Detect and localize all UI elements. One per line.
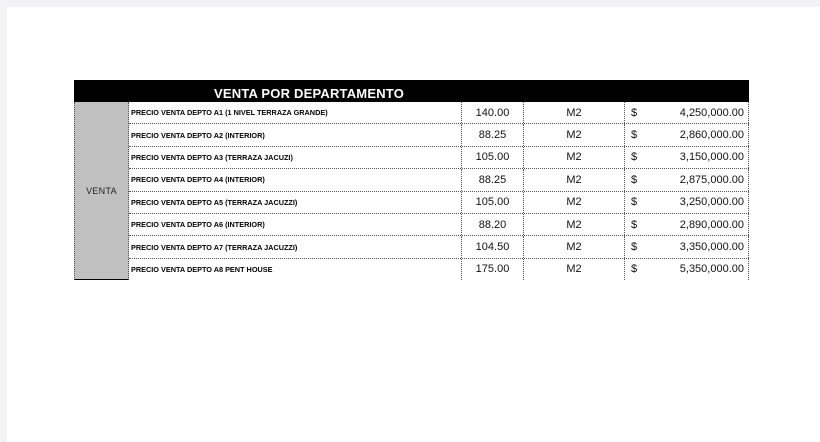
table-body — [74, 102, 749, 280]
unit-cell[interactable]: M2 — [524, 124, 625, 145]
currency-symbol: $ — [631, 241, 638, 254]
area-cell[interactable]: 175.00 — [462, 259, 524, 280]
price-cell[interactable] — [625, 124, 749, 145]
currency-symbol: $ — [631, 196, 638, 209]
price-cell[interactable] — [625, 147, 749, 168]
table-row — [129, 169, 749, 191]
table-row — [129, 236, 749, 258]
area-cell[interactable]: 105.00 — [462, 147, 524, 168]
description-cell[interactable]: PRECIO VENTA DEPTO A8 PENT HOUSE — [129, 259, 462, 280]
spreadsheet-page — [7, 7, 820, 442]
price-value: 5,350,000.00 — [679, 263, 744, 276]
description-cell[interactable]: PRECIO VENTA DEPTO A2 (INTERIOR) — [129, 124, 462, 145]
table-row — [129, 124, 749, 146]
unit-cell[interactable]: M2 — [524, 214, 625, 235]
table-title: VENTA POR DEPARTAMENTO — [214, 86, 405, 101]
price-value: 2,890,000.00 — [679, 218, 744, 231]
price-cell[interactable] — [625, 102, 749, 123]
price-value: 3,350,000.00 — [679, 241, 744, 254]
area-cell[interactable]: 88.25 — [462, 169, 524, 190]
price-cell[interactable] — [625, 214, 749, 235]
table-row — [129, 192, 749, 214]
price-cell[interactable] — [625, 259, 749, 280]
description-cell[interactable]: PRECIO VENTA DEPTO A6 (INTERIOR) — [129, 214, 462, 235]
currency-symbol: $ — [631, 129, 638, 142]
description-cell[interactable]: PRECIO VENTA DEPTO A7 (TERRAZA JACUZZI) — [129, 236, 462, 257]
price-value: 2,860,000.00 — [679, 129, 744, 142]
area-cell[interactable]: 105.00 — [462, 192, 524, 213]
area-cell[interactable]: 140.00 — [462, 102, 524, 123]
currency-symbol: $ — [631, 151, 638, 164]
unit-cell[interactable]: M2 — [524, 147, 625, 168]
description-cell[interactable]: PRECIO VENTA DEPTO A4 (INTERIOR) — [129, 169, 462, 190]
group-label-cell[interactable]: VENTA — [74, 102, 129, 280]
area-cell[interactable]: 104.50 — [462, 236, 524, 257]
unit-cell[interactable]: M2 — [524, 259, 625, 280]
currency-symbol: $ — [631, 106, 638, 119]
price-cell[interactable] — [625, 236, 749, 257]
description-cell[interactable]: PRECIO VENTA DEPTO A3 (TERRAZA JACUZI) — [129, 147, 462, 168]
table-rows — [129, 102, 749, 280]
price-value: 2,875,000.00 — [679, 173, 744, 186]
area-cell[interactable]: 88.20 — [462, 214, 524, 235]
price-value: 3,250,000.00 — [679, 196, 744, 209]
price-cell[interactable] — [625, 169, 749, 190]
table-row — [129, 214, 749, 236]
table-header — [74, 80, 749, 102]
description-cell[interactable]: PRECIO VENTA DEPTO A1 (1 NIVEL TERRAZA GRANDE) — [129, 102, 462, 123]
table-row — [129, 102, 749, 124]
unit-cell[interactable]: M2 — [524, 192, 625, 213]
unit-cell[interactable]: M2 — [524, 236, 625, 257]
table-row — [129, 259, 749, 280]
sales-table — [74, 80, 749, 280]
table-row — [129, 147, 749, 169]
unit-cell[interactable]: M2 — [524, 102, 625, 123]
price-value: 3,150,000.00 — [679, 151, 744, 164]
description-cell[interactable]: PRECIO VENTA DEPTO A5 (TERRAZA JACUZZI) — [129, 192, 462, 213]
currency-symbol: $ — [631, 173, 638, 186]
price-cell[interactable] — [625, 192, 749, 213]
area-cell[interactable]: 88.25 — [462, 124, 524, 145]
unit-cell[interactable]: M2 — [524, 169, 625, 190]
currency-symbol: $ — [631, 218, 638, 231]
price-value: 4,250,000.00 — [679, 106, 744, 119]
currency-symbol: $ — [631, 263, 638, 276]
